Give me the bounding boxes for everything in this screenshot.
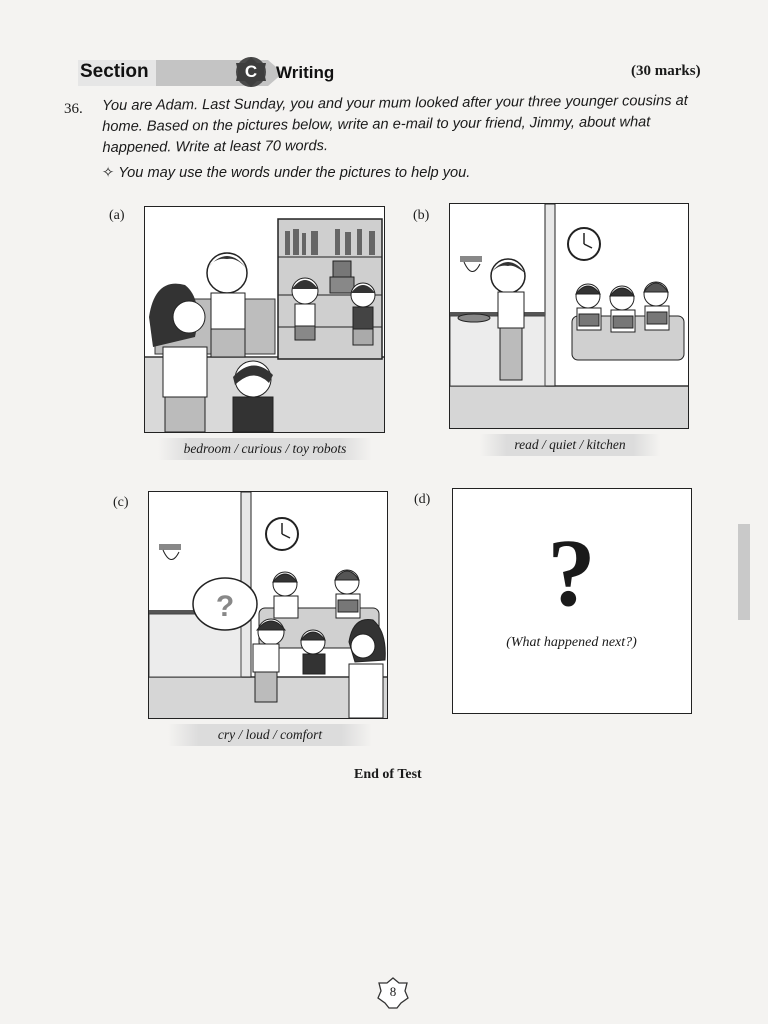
panel-d-caption: (What happened next?) <box>506 635 637 650</box>
panel-a-caption: bedroom / curious / toy robots <box>158 438 372 460</box>
panel-a-label: (a) <box>109 208 125 223</box>
crying-comfort-illustration <box>149 492 387 718</box>
total-marks: (30 marks) <box>631 63 701 79</box>
svg-text:?: ? <box>215 590 235 623</box>
question-mark: ? <box>547 519 596 626</box>
section-name: Writing <box>276 63 335 82</box>
section-letter-badge: C <box>244 62 258 81</box>
panel-c-caption: cry / loud / comfort <box>168 724 372 746</box>
panel-b-caption: read / quiet / kitchen <box>480 434 660 456</box>
panel-b-label: (b) <box>413 208 430 223</box>
sparkle-icon: ✧ <box>102 165 115 181</box>
section-banner <box>78 57 335 89</box>
panel-d-label: (d) <box>414 492 431 507</box>
panel-b-picture <box>449 203 689 429</box>
margin-strip <box>738 524 750 620</box>
kitchen-reading-illustration <box>450 204 688 428</box>
hint-line <box>102 164 470 181</box>
question-number: 36. <box>64 101 83 117</box>
question-prompt: You are Adam. Last Sunday, you and your mum looked after your three younger cousins at home. Based on the pictures below, write an e-mail to your friend, Jimmy, about what happened. Write at least 70 words. <box>102 92 688 156</box>
hint-text: You may use the words under the pictures to help you. <box>118 165 471 181</box>
section-word: Section <box>80 61 149 82</box>
panel-c-label: (c) <box>113 495 129 510</box>
page-number: 8 <box>389 984 397 999</box>
bedroom-illustration <box>145 207 384 432</box>
end-of-test: End of Test <box>354 767 422 782</box>
panel-c-picture <box>148 491 388 719</box>
page-number-badge <box>377 977 409 1009</box>
panel-a-picture <box>144 206 385 433</box>
